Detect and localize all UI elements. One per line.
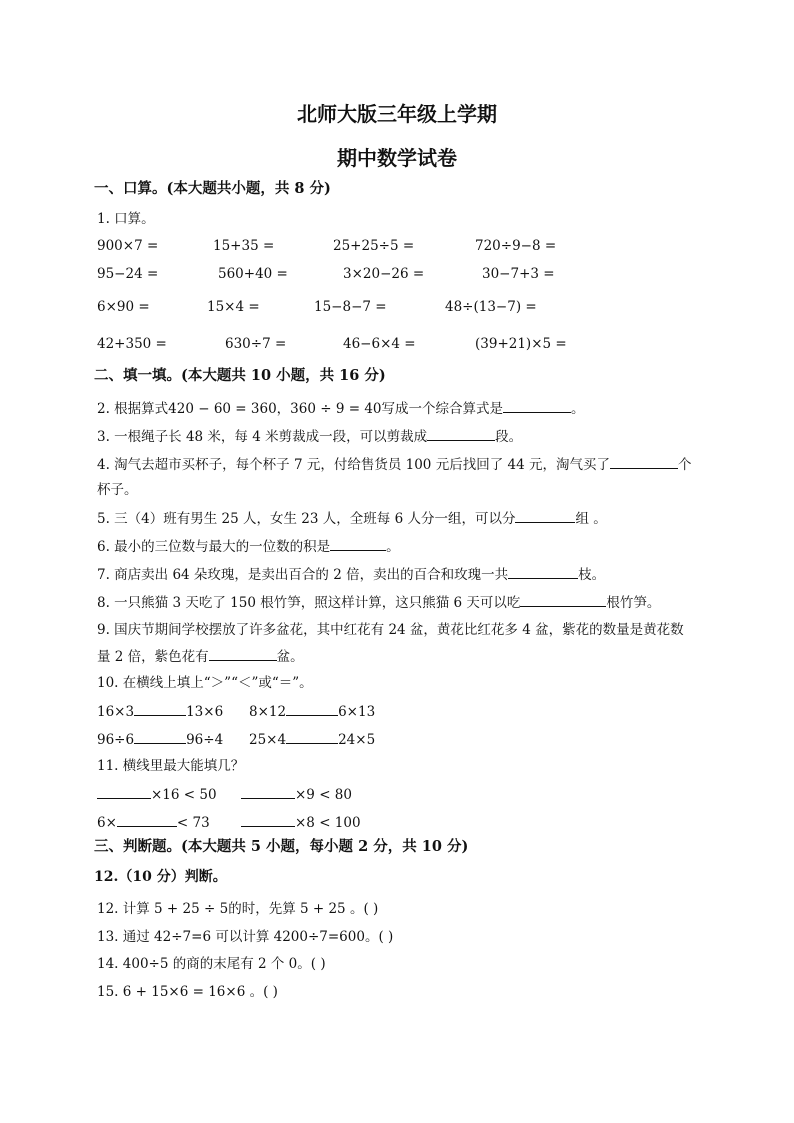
q4 — [97, 455, 691, 474]
q2-end: 。 — [571, 401, 585, 417]
q9-line-1: 9. 国庆节期间学校摆放了许多盆花，其中红花有 24 盆，黄花比红花多 4 盆，紫花的数量是黄花数 — [97, 622, 684, 638]
answer-blank[interactable] — [209, 647, 277, 661]
q10-item — [97, 702, 223, 721]
q11-expr: < 73 — [176, 815, 210, 831]
q1-item: 48÷(13−7) = — [445, 299, 537, 315]
q1-item: 900×7 = — [97, 238, 159, 254]
q3-text: 3. 一根绳子长 48 米，每 4 米剪裁成一段，可以剪裁成 — [97, 429, 428, 445]
q1-item: 95−24 = — [97, 266, 159, 282]
q11-item — [241, 813, 361, 832]
q11-item — [97, 785, 217, 804]
q12: 12. 计算 5 + 25 ÷ 5的时，先算 5 + 25 。( ) — [97, 901, 379, 917]
section-3-heading: 三、判断题。(本大题共 5 小题，每小题 2 分，共 10 分) — [94, 838, 469, 855]
q3 — [97, 427, 522, 446]
q12-heading: 12.（10 分）判断。 — [94, 869, 227, 885]
answer-blank[interactable] — [286, 702, 338, 716]
q10-expr: 8×12 — [249, 704, 287, 720]
q1-label: 1. 口算。 — [97, 211, 155, 227]
q8-text: 8. 一只熊猫 3 天吃了 150 根竹笋，照这样计算，这只熊猫 6 天可以吃 — [97, 595, 521, 611]
q11-row-2 — [97, 813, 697, 831]
q9-end: 盆。 — [276, 649, 304, 665]
q6-text: 6. 最小的三位数与最大的一位数的积是 — [97, 539, 331, 555]
q11-label: 11. 横线里最大能填几？ — [97, 758, 245, 774]
q9-text: 量 2 倍，紫色花有 — [97, 649, 209, 665]
q10-item — [249, 730, 375, 749]
q5-text: 5. 三（4）班有男生 25 人，女生 23 人，全班每 6 人分一组，可以分 — [97, 511, 516, 527]
q1-item: 630÷7 = — [225, 336, 287, 352]
q2-text: 2. 根据算式420 − 60 = 360，360 ÷ 9 = 40写成一个综合算式是 — [97, 401, 503, 417]
q11-item — [241, 785, 352, 804]
q4-line-2: 杯子。 — [97, 482, 138, 498]
q10-expr: 96÷6 — [97, 732, 135, 748]
title-line-1: 北师大版三年级上学期 — [297, 102, 497, 126]
q6-end: 。 — [386, 539, 400, 555]
q1-row-1 — [97, 237, 697, 255]
answer-blank[interactable] — [286, 730, 338, 744]
q10-row-2 — [97, 730, 697, 748]
q1-item: 15−8−7 = — [314, 299, 387, 315]
q1-item: (39+21)×5 = — [475, 336, 567, 352]
answer-blank[interactable] — [241, 813, 295, 827]
q1-item: 25+25÷5 = — [333, 238, 415, 254]
answer-blank[interactable] — [117, 813, 177, 827]
answer-blank[interactable] — [427, 427, 495, 441]
q14: 14. 400÷5 的商的末尾有 2 个 0。( ) — [97, 956, 326, 972]
q6 — [97, 537, 400, 556]
q10-expr: 24×5 — [338, 732, 376, 748]
answer-blank[interactable] — [508, 565, 578, 579]
q1-item: 720÷9−8 = — [475, 238, 557, 254]
q1-item: 15+35 = — [213, 238, 275, 254]
answer-blank[interactable] — [97, 785, 151, 799]
q10-label: 10. 在横线上填上“＞”“＜”或“＝”。 — [97, 675, 313, 691]
q10-expr: 96÷4 — [186, 732, 224, 748]
q10-expr: 16×3 — [97, 704, 135, 720]
q10-row-1 — [97, 702, 697, 720]
q10-expr: 6×13 — [338, 704, 376, 720]
q11-row-1 — [97, 785, 697, 803]
q11-expr: ×16 < 50 — [151, 787, 217, 803]
q11-expr: ×9 < 80 — [295, 787, 352, 803]
section-2-heading: 二、填一填。(本大题共 10 小题，共 16 分) — [94, 367, 386, 384]
q15: 15. 6 + 15×6 = 16×6 。( ) — [97, 984, 278, 1000]
q11-expr: ×8 < 100 — [295, 815, 361, 831]
q8 — [97, 593, 660, 612]
q5-end: 组 。 — [575, 511, 607, 527]
q5 — [97, 509, 607, 528]
q7 — [97, 565, 605, 584]
answer-blank[interactable] — [515, 509, 575, 523]
q1-item: 30−7+3 = — [482, 266, 555, 282]
q2 — [97, 399, 585, 418]
q1-item: 42+350 = — [97, 336, 167, 352]
q11-expr: 6× — [97, 815, 117, 831]
q10-expr: 13×6 — [186, 704, 224, 720]
q11-item — [97, 813, 210, 832]
q8-end: 根竹笋。 — [606, 595, 661, 611]
q3-end: 段。 — [495, 429, 523, 445]
q7-end: 枝。 — [578, 567, 606, 583]
q1-item: 560+40 = — [218, 266, 288, 282]
q4-end: 个 — [677, 457, 692, 473]
answer-blank[interactable] — [503, 399, 571, 413]
answer-blank[interactable] — [610, 455, 678, 469]
answer-blank[interactable] — [241, 785, 295, 799]
section-1-heading: 一、口算。(本大题共小题，共 8 分) — [94, 180, 331, 197]
q1-item: 3×20−26 = — [343, 266, 425, 282]
answer-blank[interactable] — [134, 730, 186, 744]
q1-item: 6×90 = — [97, 299, 150, 315]
q1-row-2 — [97, 265, 697, 283]
answer-blank[interactable] — [520, 593, 606, 607]
q10-item — [97, 730, 223, 749]
answer-blank[interactable] — [134, 702, 186, 716]
q1-item: 15×4 = — [207, 299, 260, 315]
q7-text: 7. 商店卖出 64 朵玫瑰，是卖出百合的 2 倍，卖出的百合和玫瑰一共 — [97, 567, 509, 583]
q10-expr: 25×4 — [249, 732, 287, 748]
q1-row-3 — [97, 298, 697, 316]
title-line-2: 期中数学试卷 — [337, 146, 457, 170]
answer-blank[interactable] — [330, 537, 386, 551]
q1-item: 46−6×4 = — [343, 336, 416, 352]
q4-text: 4. 淘气去超市买杯子，每个杯子 7 元，付给售货员 100 元后找回了 44 元，淘气买了 — [97, 457, 610, 473]
q9-line-2 — [97, 647, 304, 666]
q10-item — [249, 702, 375, 721]
q13: 13. 通过 42÷7=6 可以计算 4200÷7=600。( ) — [97, 929, 394, 945]
q1-row-4 — [97, 335, 697, 353]
